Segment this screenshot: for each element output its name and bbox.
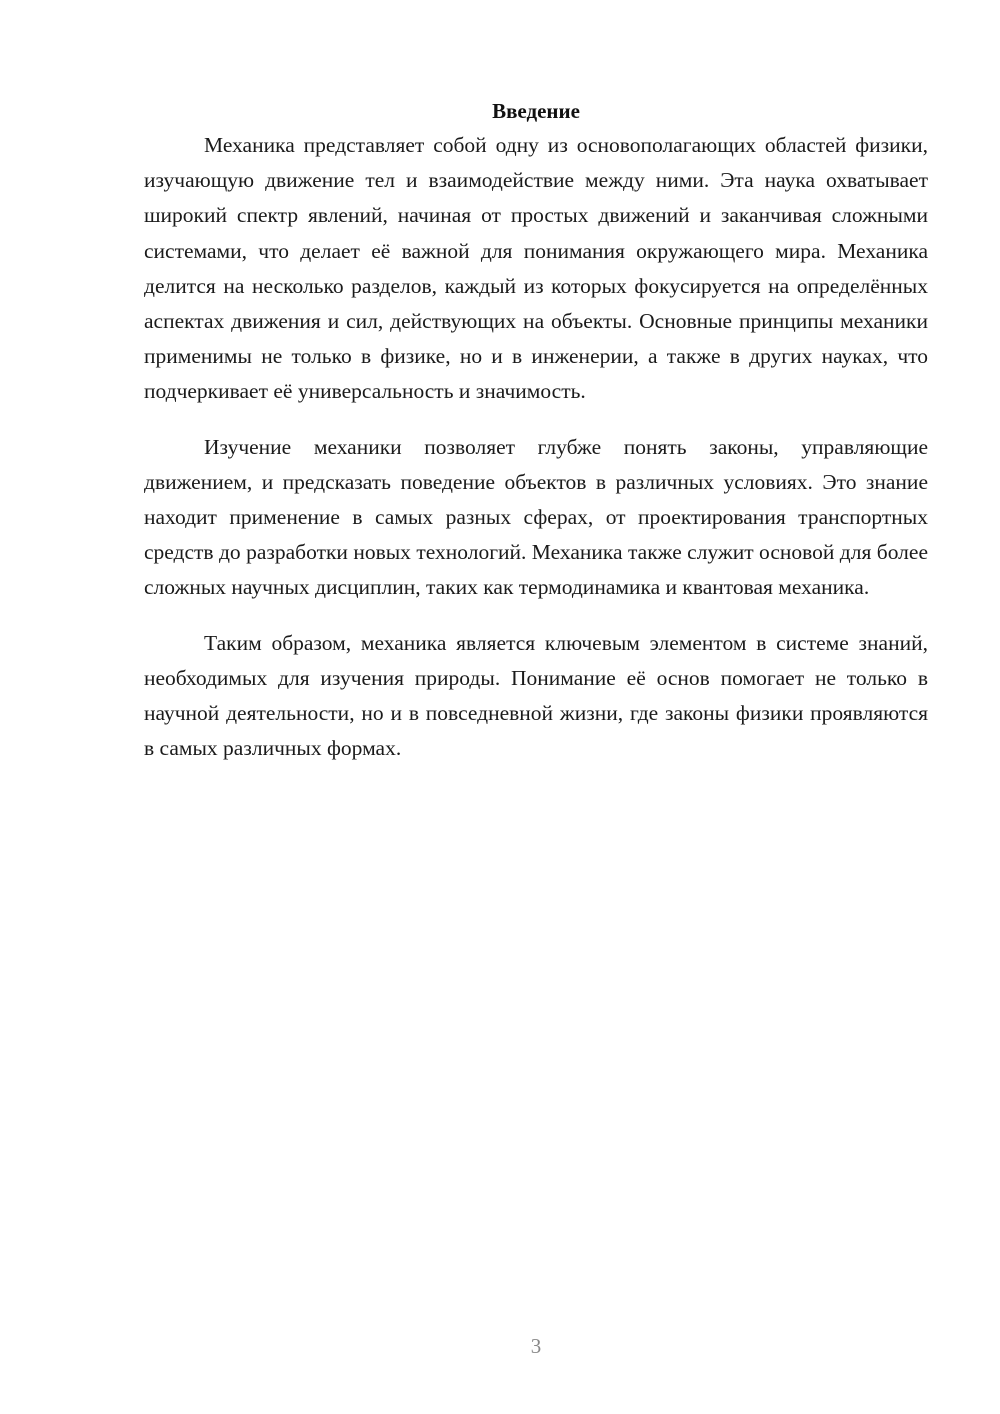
page-number: 3: [530, 1334, 542, 1358]
paragraph-2: Изучение механики позволяет глубже понять законы, управляющие движением, и предсказать поведение объектов в различных условиях. Это знание находит применение в самых разных сферах, от проектирования транспортных средств до разработки новых технологий. Механика также служит основой для более сложных научных дисциплин, таких как термодинамика и квантовая механика.: [144, 434, 928, 600]
page-content: [144, 96, 928, 786]
paragraph-1: Механика представляет собой одну из основополагающих областей физики, изучающую движение тел и взаимодействие между ними. Эта наука охватывает широкий спектр явлений, начиная от простых движений и заканчивая сложными системами, что делает её важной для понимания окружающего мира. Механика делится на несколько разделов, каждый из которых фокусируется на определённых аспектах движения и сил, действующих на объекты. Основные принципы механики применимы не только в физике, но и в инженерии, а также в других науках, что подчеркивает её универсальность и значимость.: [144, 133, 928, 404]
section-heading: Введение: [492, 99, 580, 123]
paragraph-3: Таким образом, механика является ключевым элементом в системе знаний, необходимых для изучения природы. Понимание её основ помогает не только в научной деятельности, но и в повседневной жизни, где законы физики проявляются в самых различных формах.: [144, 630, 928, 761]
